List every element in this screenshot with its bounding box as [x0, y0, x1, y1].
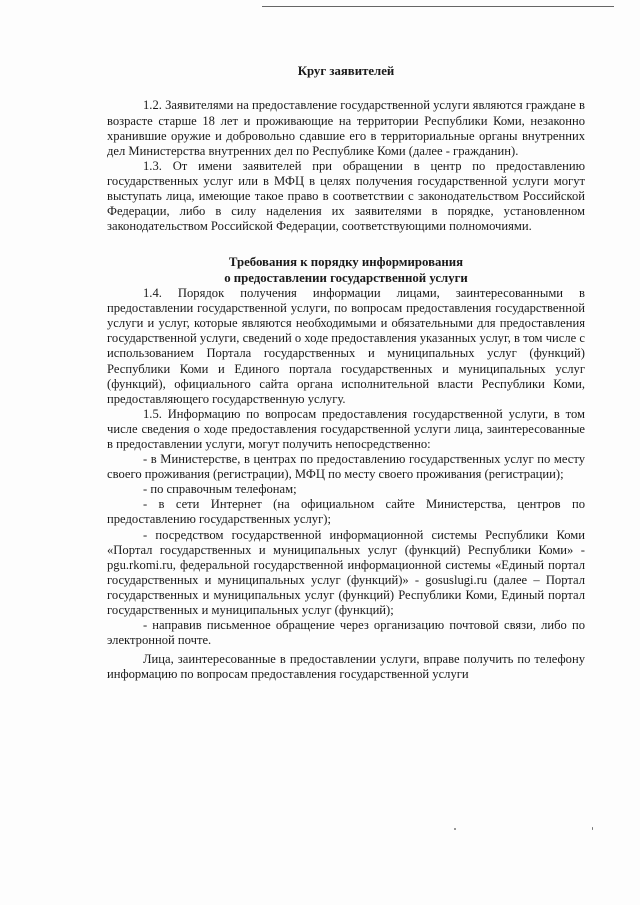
scan-speck — [592, 827, 593, 830]
section-heading-applicants: Круг заявителей — [297, 64, 395, 78]
paragraph-1-3: 1.3. От имени заявителей при обращении в центр по предоставлению государственных услуг или в МФЦ в целях получения государственной услуги могут выступать лица, имеющие такое право в соответствии с законодательством Российской Федерации, либо в силу наделения их заявителями в порядке, установленном законодательством Российской Федерации, соответствующими полномочиями. — [107, 158, 585, 234]
list-item-ministry: - в Министерстве, в центрах по предоставлению государственных услуг по месту своего проживания (регистрации), МФЦ по месту своего проживания (регистрации); — [107, 452, 585, 482]
list-item-mail: - направив письменное обращение через организацию почтовой связи, либо по электронной почте. — [107, 618, 585, 648]
scan-speck — [454, 828, 456, 830]
paragraph-1-4: 1.4. Порядок получения информации лицами, заинтересованными в предоставлении государственной услуги, по вопросам предоставления государственной услуги и услуг, которые являются необходимыми и обязательными для предоставления государственной услуги, сведений о ходе предоставления указанных услуг, в том числе с использованием Портала государственных и муниципальных услуг (функций) Республики Коми и Единого портала государственных и муниципальных услуг (функций), официального сайта органа исполнительной власти Республики Коми, предоставляющего государственную услугу. — [107, 286, 585, 406]
section-heading-informing — [107, 255, 585, 286]
list-item-internet: - в сети Интернет (на официальном сайте Министерства, центров по предоставлению государственных услуг); — [107, 497, 585, 527]
section-heading-informing-line1: Требования к порядку информирования — [228, 255, 464, 270]
scan-edge-line — [262, 6, 614, 7]
document-body — [107, 64, 585, 683]
section-heading-informing-line2: о предоставлении государственной услуги — [224, 270, 468, 285]
list-item-phones: - по справочным телефонам; — [143, 482, 297, 497]
paragraph-phone-info: Лица, заинтересованные в предоставлении услуги, вправе получить по телефону информацию по вопросам предоставления государственной услуги — [107, 652, 585, 682]
paragraph-1-2: 1.2. Заявителями на предоставление государственной услуги являются граждане в возрасте старше 18 лет и проживающие на территории Республики Коми, незаконно хранившие оружие и добровольно сдавшие его в территориальные органы внутренних дел Министерства внутренних дел по Республике Коми (далее - гражданин). — [107, 98, 585, 158]
paragraph-1-5: 1.5. Информацию по вопросам предоставления государственной услуги, в том числе сведения о ходе предоставления государственной услуги лица, заинтересованные в предоставлении услуги, могут получить непосредственно: — [107, 406, 585, 451]
list-item-portals: - посредством государственной информационной системы Республики Коми «Портал государственных и муниципальных услуг (функций) Республики Коми» - pgu.rkomi.ru, федеральной государственной информационной системы «Единый портал государственных и муниципальных услуг (функций)» - gosuslugi.ru (далее – Портал государственных и муниципальных услуг (функций) Республики Коми, Единый портал государственных и муниципальных услуг (функций); — [107, 527, 585, 618]
